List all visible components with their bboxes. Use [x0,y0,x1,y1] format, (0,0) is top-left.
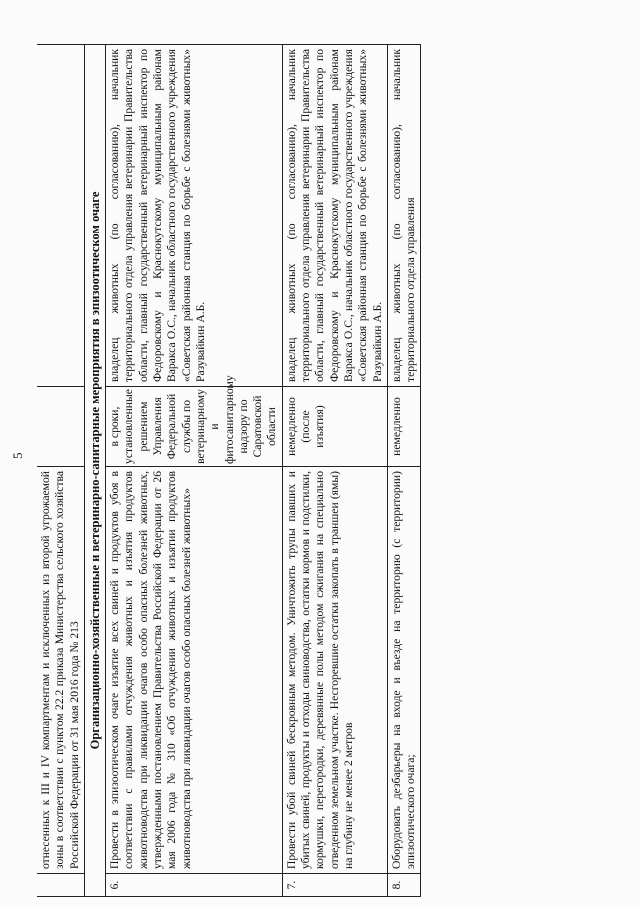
row-term: в сроки, установленные решением Управления Федеральной службы по ветеринарному и фитосанитарному надзору по Саратовской области [106,387,283,467]
row-number: 8. [387,874,421,897]
section-heading-row [84,45,105,897]
table-cell [37,387,84,467]
row-action: Оборудовать дезбарьеры на входе и въезде на территорию (с территории) эпизоотического очага; [387,467,421,874]
table-row-continued [37,45,84,897]
row-responsible: владелец животных (по согласованию), начальник территориального отдела управления ветеринарии Правительства области, главный государственный ветеринарный инспектор по Федоровскому и Краснокутскому муниципальным районам Варакса О.С., начальник областного государственного учреждения «Советская районная станция по борьбе с болезнями животных» Разувайкин А.Б. [282,45,387,387]
row-action: Провести убой свиней бескровным методом. Уничтожить трупы павших и убитых свиней, продукты и отходы свиноводства, остатки кормов и подстилки, кормушки, перегородки, деревянные полы методом сжигания на специально отведенном земельном участке. Несгоревшие остатки закопать в траншеи (ямы) на глубину не менее 2 метров [282,467,387,874]
table-row [282,45,387,897]
section-heading: Организационно-хозяйственные и ветеринарно-санитарные мероприятия в эпизоотическом очаге [84,45,105,897]
table-cell [37,874,84,897]
table-row [387,45,421,897]
row-term: немедленно (после изъятия) [282,387,387,467]
table-cell [37,45,84,387]
measures-table [37,44,421,897]
row-responsible: владелец животных (по согласованию), начальник территориального отдела управления [387,45,421,387]
row-term: немедленно [387,387,421,467]
table-row [106,45,283,897]
row-responsible: владелец животных (по согласованию), начальник территориального отдела управления ветеринарии Правительства области, главный государственный ветеринарный инспектор по Федоровскому и Краснокутскому муниципальным районам Варакса О.С., начальник областного государственного учреждения «Советская районная станция по борьбе с болезнями животных» Разувайкин А.Б. [106,45,283,387]
row-number: 7. [282,874,387,897]
row-number: 6. [106,874,283,897]
table-cell-action: отнесенных к III и IV компартментам и исключенных из второй угрожаемой зоны в соответствии с пунктом 22.2 приказа Министерства сельского хозяйства Российской Федерации от 31 мая 2016 года № 213 [37,467,84,874]
page-number: 5 [10,452,25,459]
row-action: Провести в эпизоотическом очаге изъятие всех свиней и продуктов убоя в соответствии с правилами отчуждения животных и изъятия продуктов животноводства при ликвидации очагов особо опасных болезней животных, утвержденными постановлением Правительства Российской Федерации от 26 мая 2006 года № 310 «Об отчуждении животных и изъятии продуктов животноводства при ликвидации очагов особо опасных болезней животных» [106,467,283,874]
